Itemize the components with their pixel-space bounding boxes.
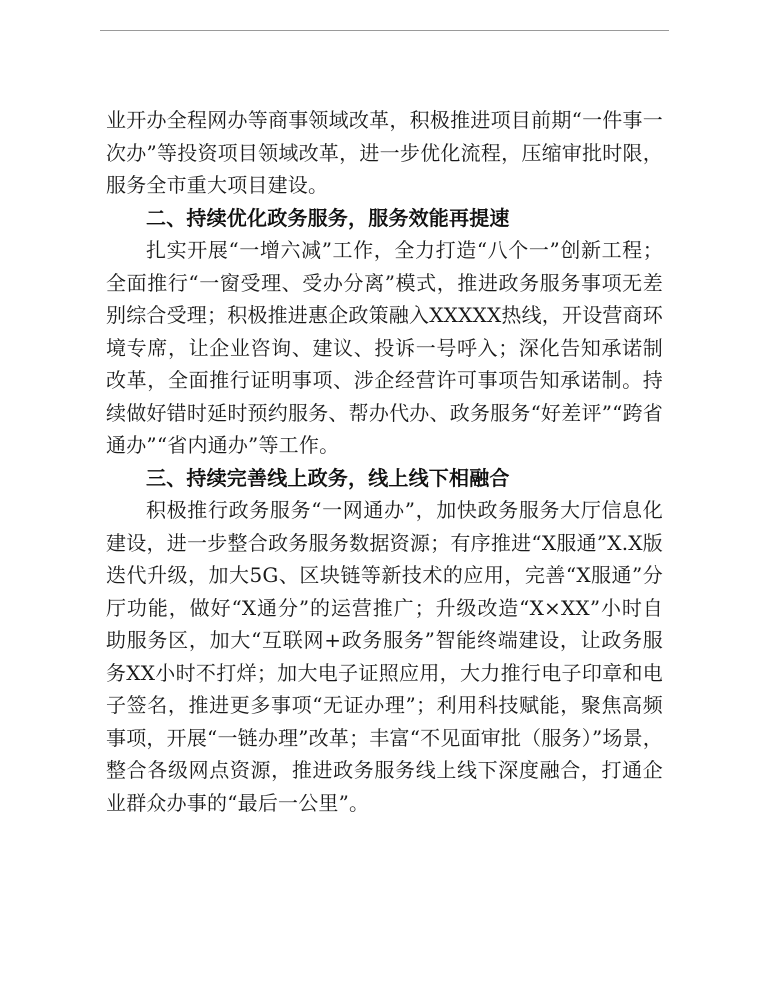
- paragraph-section-2: 扎实开展“一增六减”工作，全力打造“八个一”创新工程；全面推行“一窗受理、受办分离”模式，推进政务服务事项无差别综合受理；积极推进惠企政策融入XXXXX热线，开设营商环境专席，让企业咨询、建议、投诉一号呼入；深化告知承诺制改革，全面推行证明事项、涉企经营许可事项告知承诺制。持续做好错时延时预约服务、帮办代办、政务服务“好差评”“跨省通办”“省内通办”等工作。: [106, 238, 663, 457]
- section-heading-2: 二、持续优化政务服务，服务效能再提速: [146, 205, 510, 230]
- section-heading-3: 三、持续完善线上政务，线上线下相融合: [146, 465, 510, 490]
- header-rule: [100, 30, 669, 31]
- paragraph-section-3: 积极推行政务服务“一网通办”，加快政务服务大厅信息化建设，进一步整合政务服务数据资源；有序推进“X服通”X.X版迭代升级，加大5G、区块链等新技术的应用，完善“X服通”分厅功能，做好“X通分”的运营推广；升级改造“X×XX”小时自助服务区，加大“互联网+政务服务”智能终端建设，让政务服务XX小时不打烊；加大电子证照应用，大力推行电子印章和电子签名，推进更多事项“无证办理”；利用科技赋能，聚焦高频事项，开展“一链办理”改革；丰富“不见面审批（服务）”场景，整合各级网点资源，推进政务服务线上线下深度融合，打通企业群众办事的“最后一公里”。: [106, 498, 663, 815]
- paragraph-continued: 业开办全程网办等商事领域改革，积极推进项目前期“一件事一次办”等投资项目领域改革，进一步优化流程，压缩审批时限，服务全市重大项目建设。: [106, 108, 663, 197]
- document-body: [106, 104, 663, 819]
